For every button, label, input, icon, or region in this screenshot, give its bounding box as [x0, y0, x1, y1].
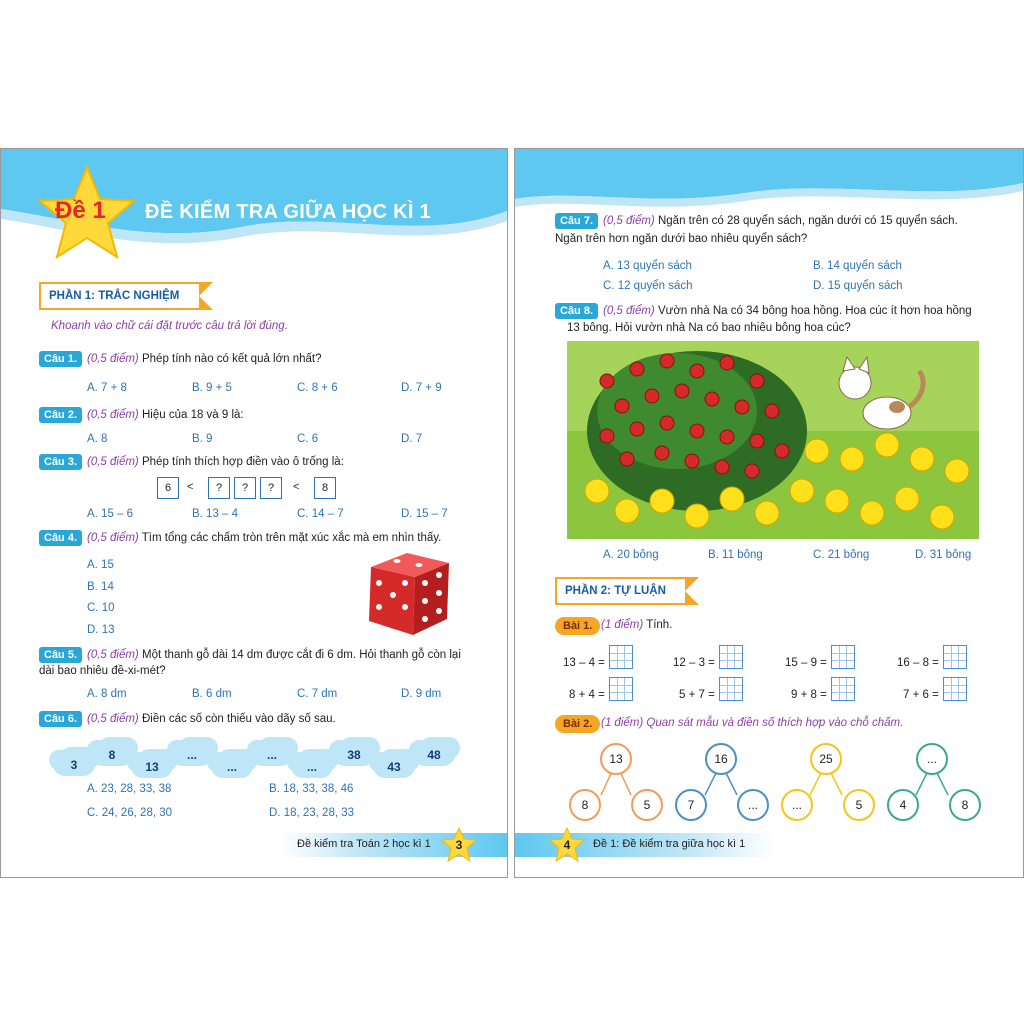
- option-a[interactable]: A. 23, 28, 33, 38: [87, 783, 172, 795]
- question-points: (0,5 điểm): [603, 305, 655, 317]
- exercise-2-text: Quan sát mẫu và điền số thích hợp vào chỗ chấm.: [646, 717, 904, 729]
- answer-grid[interactable]: [609, 645, 633, 669]
- option-d[interactable]: D. 9 dm: [401, 688, 442, 700]
- question-points: (0,5 điểm): [87, 649, 139, 661]
- expression: 16 – 8 =: [897, 657, 939, 669]
- question-1-text: Phép tính nào có kết quả lớn nhất?: [141, 353, 322, 365]
- bond-left[interactable]: ...: [781, 789, 813, 821]
- page-number: 3: [455, 838, 463, 852]
- option-c[interactable]: C. 10: [87, 602, 115, 614]
- number-cloud: 38: [333, 742, 375, 766]
- option-c[interactable]: C. 14 – 7: [297, 508, 344, 520]
- left-page: [0, 148, 508, 878]
- number-cloud: 3: [53, 752, 95, 776]
- answer-grid[interactable]: [719, 677, 743, 701]
- option-c[interactable]: C. 24, 26, 28, 30: [87, 807, 173, 819]
- option-d[interactable]: D. 15 quyển sách: [813, 280, 903, 292]
- option-a[interactable]: A. 8: [87, 433, 108, 445]
- option-a[interactable]: A. 15: [87, 559, 114, 571]
- answer-grid[interactable]: [719, 645, 743, 669]
- number-cloud: 8: [91, 742, 133, 766]
- option-a[interactable]: A. 13 quyển sách: [603, 260, 692, 272]
- blank-box[interactable]: ?: [260, 477, 282, 499]
- option-b[interactable]: B. 11 bông: [708, 549, 763, 561]
- option-c[interactable]: C. 21 bông: [813, 549, 870, 561]
- option-d[interactable]: D. 7 + 9: [401, 382, 442, 394]
- question-2-label: Câu 2.: [39, 407, 82, 423]
- exercise-2-label: Bài 2.: [555, 715, 600, 733]
- question-points: (0,5 điểm): [603, 215, 655, 227]
- section-1-ribbon: PHẦN 1: TRẮC NGHIỆM: [39, 282, 199, 310]
- dice-icon: [357, 547, 457, 643]
- bond-top[interactable]: ...: [916, 743, 948, 775]
- option-a[interactable]: A. 20 bông: [603, 549, 659, 561]
- question-7-text: Ngăn trên có 28 quyển sách, ngăn dưới có 15 quyển sách.: [657, 215, 958, 227]
- answer-grid[interactable]: [609, 677, 633, 701]
- question-5-text: Một thanh gỗ dài 14 dm được cắt đi 6 dm. Hỏi thanh gỗ còn lại: [141, 649, 461, 661]
- instruction: Khoanh vào chữ cái đặt trước câu trả lời đúng.: [51, 320, 288, 332]
- option-b[interactable]: B. 14: [87, 581, 114, 593]
- expression: 8 + 4 =: [569, 689, 605, 701]
- option-b[interactable]: B. 14 quyển sách: [813, 260, 902, 272]
- option-a[interactable]: A. 8 dm: [87, 688, 127, 700]
- question-3-text: Phép tính thích hợp điền vào ô trống là:: [141, 456, 344, 468]
- option-a[interactable]: A. 15 – 6: [87, 508, 134, 520]
- question-6-text: Điền các số còn thiếu vào dãy số sau.: [141, 713, 336, 725]
- garden-illustration: [567, 341, 979, 539]
- footer-text: Đề kiểm tra Toán 2 học kì 1: [297, 838, 431, 850]
- number-cloud: 43: [373, 754, 415, 778]
- number-cloud[interactable]: ...: [251, 742, 293, 766]
- page-number: 4: [563, 838, 571, 852]
- page-title: ĐỀ KIỂM TRA GIỮA HỌC KÌ 1: [145, 201, 431, 223]
- option-d[interactable]: D. 13: [87, 624, 115, 636]
- answer-grid[interactable]: [943, 677, 967, 701]
- expression: 13 – 4 =: [563, 657, 605, 669]
- number-cloud[interactable]: ...: [291, 754, 333, 778]
- bond-top: 16: [705, 743, 737, 775]
- number-cloud[interactable]: ...: [211, 754, 253, 778]
- question-points: (0,5 điểm): [87, 713, 139, 725]
- bond-left: 8: [569, 789, 601, 821]
- number-cloud[interactable]: ...: [171, 742, 213, 766]
- option-d[interactable]: D. 31 bông: [915, 549, 972, 561]
- question-6-label: Câu 6.: [39, 711, 82, 727]
- footer-text: Đề 1: Đề kiểm tra giữa học kì 1: [593, 838, 746, 850]
- expression: 15 – 9 =: [785, 657, 827, 669]
- bond-right: 8: [949, 789, 981, 821]
- option-b[interactable]: B. 9: [192, 433, 213, 445]
- bond-right[interactable]: ...: [737, 789, 769, 821]
- option-b[interactable]: B. 6 dm: [192, 688, 232, 700]
- bond-left: 4: [887, 789, 919, 821]
- question-8-label: Câu 8.: [555, 303, 598, 319]
- option-d[interactable]: D. 18, 23, 28, 33: [269, 807, 355, 819]
- question-points: (0,5 điểm): [87, 456, 139, 468]
- number-cloud: 48: [413, 742, 455, 766]
- exam-number-badge: Đề 1: [55, 197, 106, 224]
- blank-box[interactable]: ?: [234, 477, 256, 499]
- question-points: (0,5 điểm): [87, 353, 139, 365]
- question-2-text: Hiệu của 18 và 9 là:: [141, 409, 244, 421]
- less-than-sign: <: [187, 481, 194, 493]
- question-7-text-line2: Ngăn trên hơn ngăn dưới bao nhiêu quyển sách?: [555, 233, 808, 245]
- question-5-label: Câu 5.: [39, 647, 82, 663]
- section-2-ribbon: PHẦN 2: TỰ LUẬN: [555, 577, 685, 605]
- question-4-text: Tìm tổng các chấm tròn trên mặt xúc xắc mà em nhìn thấy.: [141, 532, 442, 544]
- question-points: (0,5 điểm): [87, 409, 139, 421]
- bond-right: 5: [843, 789, 875, 821]
- exercise-1-label: Bài 1.: [555, 617, 600, 635]
- question-3-label: Câu 3.: [39, 454, 82, 470]
- question-points: (0,5 điểm): [87, 532, 139, 544]
- option-d[interactable]: D. 15 – 7: [401, 508, 448, 520]
- option-c[interactable]: C. 12 quyển sách: [603, 280, 693, 292]
- option-d[interactable]: D. 7: [401, 433, 423, 445]
- expression: 9 + 8 =: [791, 689, 827, 701]
- blank-box[interactable]: ?: [208, 477, 230, 499]
- exercise-points: (1 điểm): [601, 619, 644, 631]
- bond-left: 7: [675, 789, 707, 821]
- answer-grid[interactable]: [831, 677, 855, 701]
- option-c[interactable]: C. 7 dm: [297, 688, 338, 700]
- answer-grid[interactable]: [831, 645, 855, 669]
- question-4-label: Câu 4.: [39, 530, 82, 546]
- answer-grid[interactable]: [943, 645, 967, 669]
- answer-box: 8: [314, 477, 336, 499]
- bond-right: 5: [631, 789, 663, 821]
- expression: 7 + 6 =: [903, 689, 939, 701]
- exercise-1-text: Tính.: [646, 619, 673, 631]
- number-cloud: 13: [131, 754, 173, 778]
- expression: 12 – 3 =: [673, 657, 715, 669]
- option-b[interactable]: B. 9 + 5: [192, 382, 232, 394]
- bond-top: 13: [600, 743, 632, 775]
- exercise-points: (1 điểm): [601, 717, 644, 729]
- question-7-label: Câu 7.: [555, 213, 598, 229]
- option-a[interactable]: A. 7 + 8: [87, 382, 127, 394]
- question-8-text-line2: 13 bông. Hỏi vườn nhà Na có bao nhiêu bông hoa cúc?: [567, 322, 851, 334]
- option-b[interactable]: B. 13 – 4: [192, 508, 239, 520]
- question-8-text: Vườn nhà Na có 34 bông hoa hồng. Hoa cúc ít hơn hoa hồng: [657, 305, 972, 317]
- less-than-sign: <: [293, 481, 300, 493]
- header-wave: [515, 149, 1023, 219]
- question-1-label: Câu 1.: [39, 351, 82, 367]
- option-b[interactable]: B. 18, 33, 38, 46: [269, 783, 354, 795]
- question-5-text-line2: dài bao nhiêu đề-xi-mét?: [39, 665, 166, 677]
- bond-top: 25: [810, 743, 842, 775]
- option-c[interactable]: C. 8 + 6: [297, 382, 338, 394]
- answer-box: 6: [157, 477, 179, 499]
- option-c[interactable]: C. 6: [297, 433, 319, 445]
- right-page: [514, 148, 1024, 878]
- expression: 5 + 7 =: [679, 689, 715, 701]
